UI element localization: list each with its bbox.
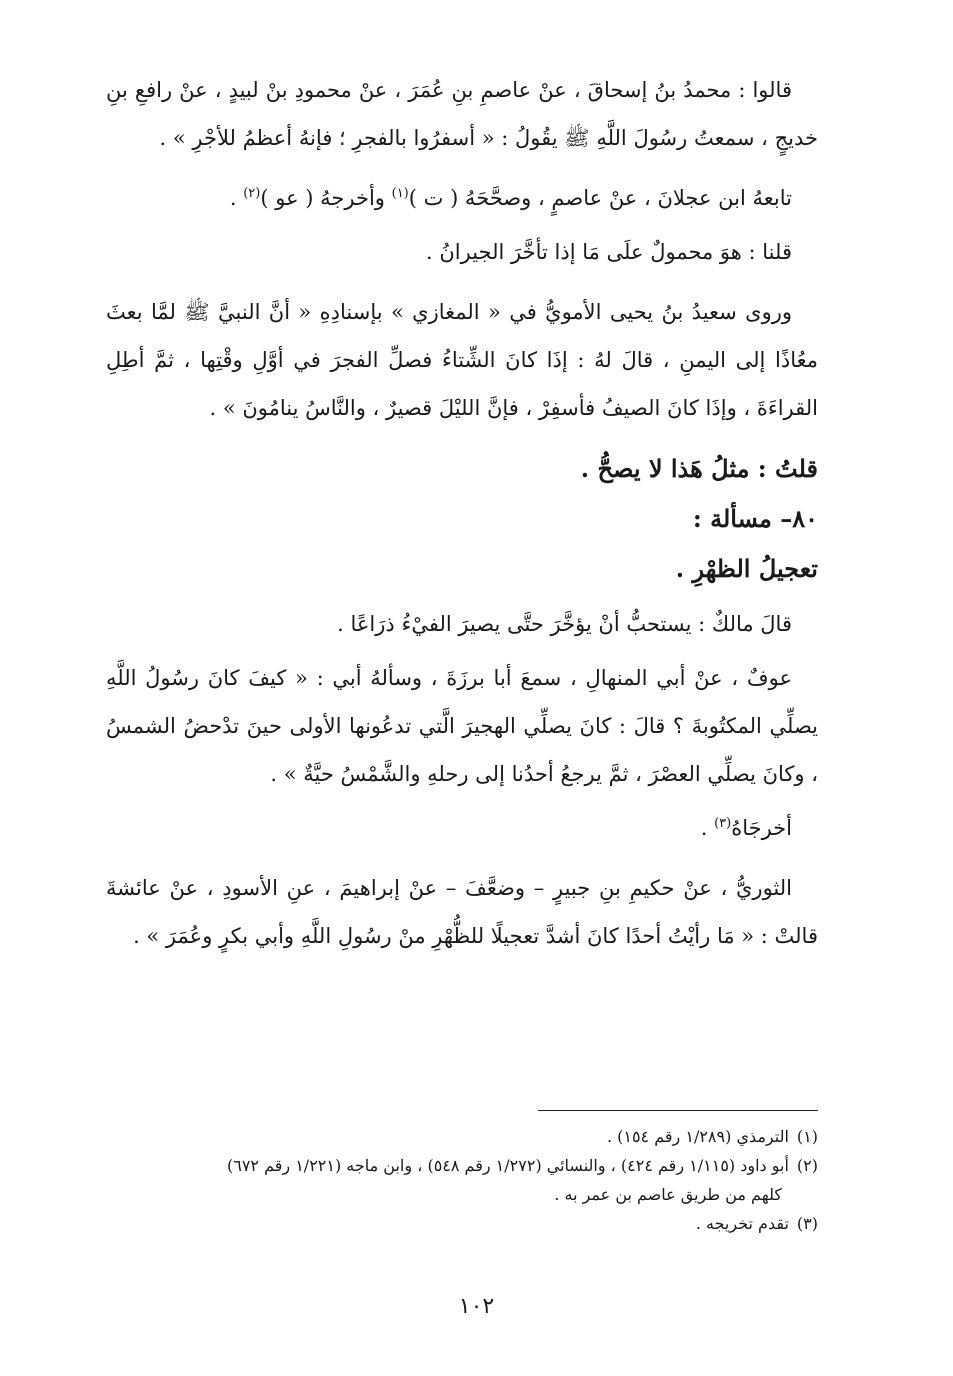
paragraph-text: قلنا : هوَ محمولٌ علَى مَا إذا تأخَّرَ الجيرانُ . [426, 240, 792, 264]
paragraph-awf [106, 654, 818, 798]
paragraph-text: عوفٌ ، عنْ أبي المنهالِ ، سمعَ أبا برزَةَ ، وسألهُ أبي : « كيفَ كانَ رسُولُ اللَّهِ يصلِّي المكتُوبةَ ؟ قالَ : كانَ يصلِّي الهجيرَ الَّتي تدعُونها الأولى حينَ تدْحضُ الشمسُ ، وكانَ يصلِّي العصْرَ ، ثمَّ يرجعُ أحدُنا إلى رحلهِ والشَّمْسُ حيَّةٌ » . [106, 666, 818, 786]
footnote-ref-1[interactable]: (١) [391, 186, 409, 201]
footnotes [106, 1122, 818, 1238]
main-text [106, 66, 818, 972]
issue-number: ٨٠– مسألة : [692, 504, 818, 533]
paragraph-text: . [700, 816, 715, 840]
paragraph-text: قالَ مالكٌ : يستحبُّ أنْ يؤخَّرَ حتَّى يصيرَ الفيْءُ ذرَاعًا . [337, 612, 792, 636]
paragraph-malik [106, 600, 818, 648]
footnote-ref-3[interactable]: (٣) [714, 816, 732, 831]
paragraph-thawri [106, 864, 818, 960]
paragraph-qulna [106, 228, 818, 276]
paragraph-maghazi [106, 288, 818, 432]
footnote-text: تقدم تخريجه . [695, 1214, 789, 1233]
footnote-number: (٣) [796, 1214, 818, 1233]
footnote-text: كلهم من طريق عاصم بن عمر به . [554, 1185, 782, 1204]
paragraph-text: أخرجَاهُ [731, 816, 792, 840]
footnote-3 [106, 1209, 818, 1238]
footnote-number: (١) [796, 1127, 818, 1146]
paragraph-hadith-isfar [106, 66, 818, 162]
footnote-number: (٢) [796, 1156, 818, 1175]
paragraph-text: الثوريُّ ، عنْ حكيمِ بنِ جبيرٍ – وضعَّفَ – عنْ إبراهيمَ ، عنِ الأسودِ ، عنْ عائشةَ قالتْ : « مَا رأيْتُ أحدًا كانَ أشدَّ تعجيلًا للظُّهْرِ منْ رسُولِ اللَّهِ وأبي بكرٍ وعُمَرَ » . [106, 876, 818, 948]
footnote-text: أبو داود (١/١١٥ رقم ٤٢٤) ، والنسائي (١/٢٧٢ رقم ٥٤٨) ، وابن ماجه (١/٢٢١ رقم ٦٧٢) [226, 1156, 789, 1175]
paragraph-text: وأخرجهُ ( عو ) [260, 186, 392, 210]
note-heading: قلتُ : مثلُ هَذا لا يصحُّ . [580, 454, 818, 483]
footnote-text: الترمذي (١/٢٨٩ رقم ١٥٤) . [606, 1127, 789, 1146]
footnote-ref-2[interactable]: (٢) [243, 186, 261, 201]
paragraph-text: وروى سعيدُ بنُ يحيى الأمويُّ في « المغازي » بإسنادِهِ « أنَّ النبيَّ ﷺ لمَّا بعثَ معُاذًا إلى اليمنِ ، قالَ لهُ : إذَا كانَ الشِّتاءُ فصلِّ الفجرَ في أوَّلِ وقْتِها ، ثمَّ أطِلِ القراءَةَ ، وإذَا كانَ الصيفُ فأسفِرْ ، فإنَّ الليْلَ قصيرٌ ، والنَّاسُ ينامُونَ » . [106, 300, 818, 420]
paragraph-text: تابعهُ ابن عجلانَ ، عنْ عاصمٍ ، وصحَّحَهُ ( ت ) [408, 186, 792, 210]
footnote-divider [538, 1110, 818, 1111]
page-number: ١٠٢ [458, 1294, 495, 1319]
paragraph-akhrajah [106, 804, 818, 852]
footnote-2 [106, 1151, 818, 1180]
footnote-2-continued [106, 1180, 818, 1209]
paragraph-text: قالوا : محمدُ بنُ إسحاقَ ، عنْ عاصمِ بنِ عُمَرَ ، عنْ محمودِ بنْ لبيدٍ ، عنْ رافعِ بنِ خديجٍ ، سمعتُ رسُولَ اللَّهِ ﷺ يقُولُ : « أسفرُوا بالفجرِ ؛ فإنهُ أعظمُ للأجْرِ » . [106, 78, 818, 150]
footnote-1 [106, 1122, 818, 1151]
paragraph-text: . [229, 186, 244, 210]
paragraph-tabaahu [106, 174, 818, 222]
issue-title: تعجيلُ الظهْرِ . [675, 554, 818, 583]
